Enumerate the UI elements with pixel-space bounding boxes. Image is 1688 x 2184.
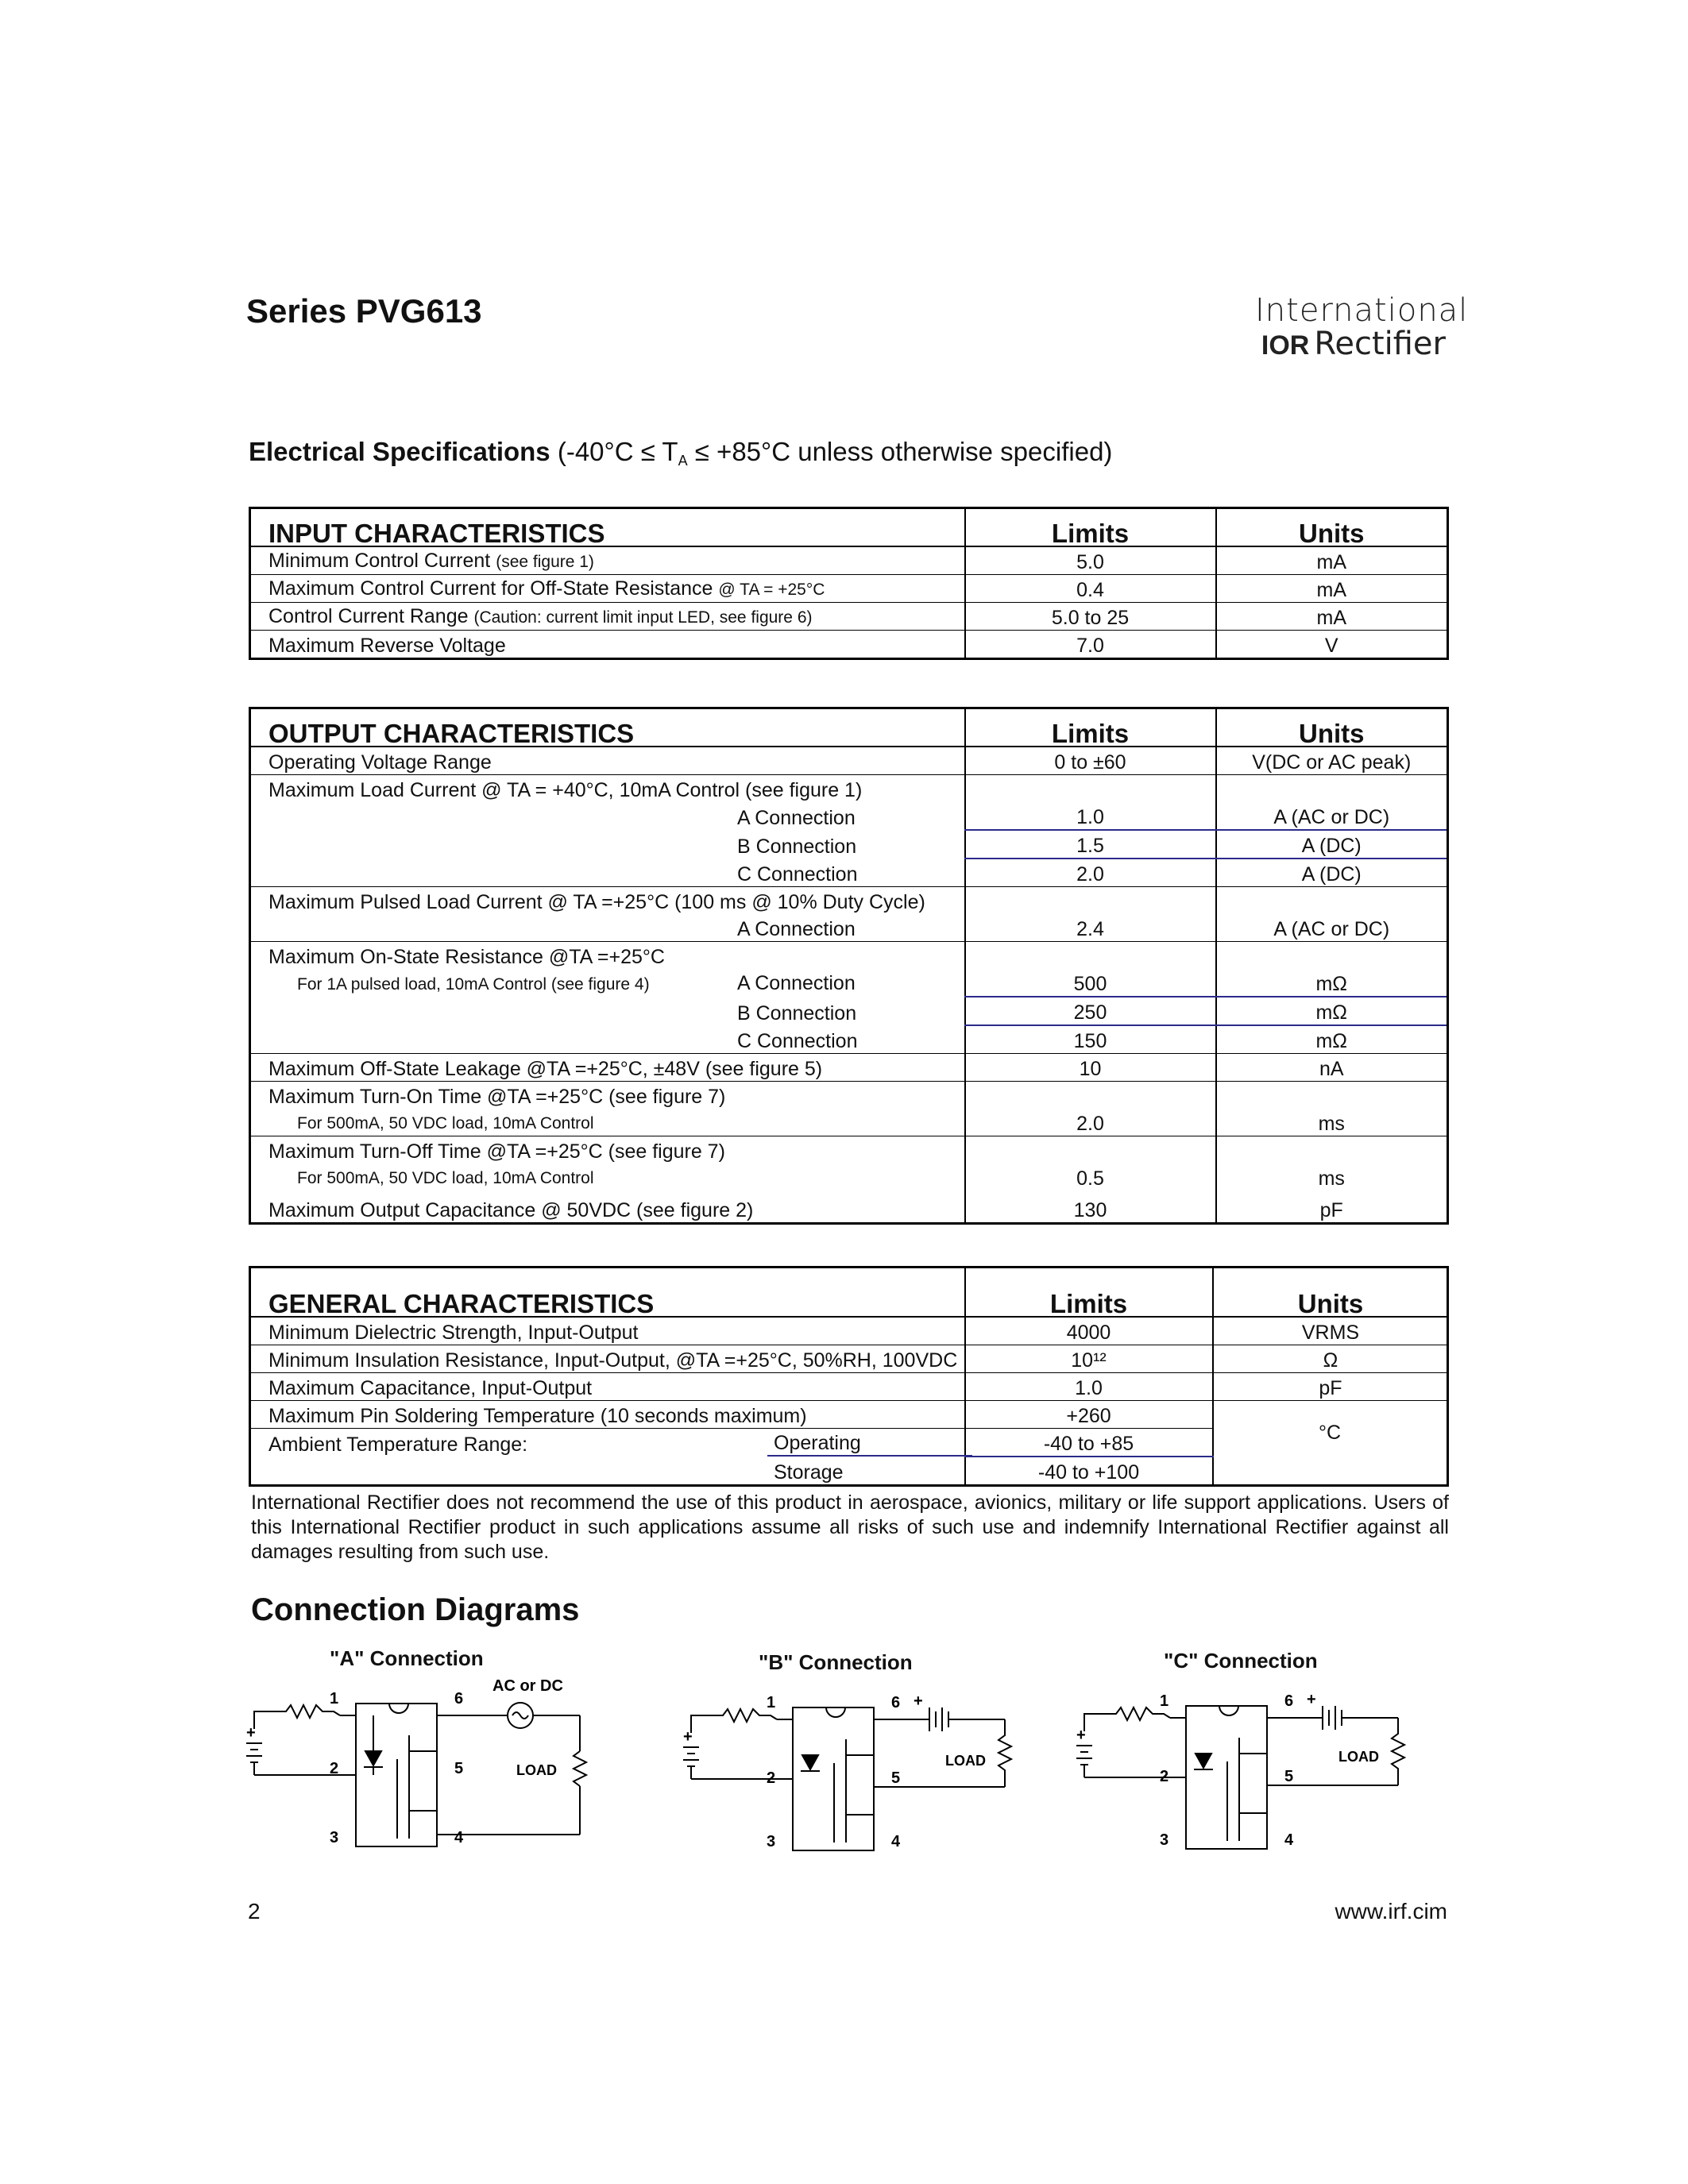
table-header [250,1268,1448,1318]
elec-title: Electrical Specifications [249,437,550,466]
unit-cell: nA [1216,1054,1448,1082]
connection-diagram-b [683,1684,1025,1866]
table-row [250,1373,1448,1401]
unit-cell: mΩ [1216,997,1448,1025]
unit-cell: pF [1319,1199,1343,1221]
operating-label: Operating [767,1431,972,1457]
param-cell [250,1429,965,1457]
table-row [250,830,1448,859]
pin-label: 1 [767,1694,776,1711]
param-cell: Maximum Pulsed Load Current @ TA =+25°C (100 ms @ 10% Duty Cycle) [268,891,925,913]
limit-cell: 2.4 [965,914,1216,942]
unit-cell: mA [1216,603,1448,631]
pin-label: 6 [454,1690,464,1707]
load-resistor-icon [1392,1718,1404,1785]
limit-cell: 10¹² [965,1345,1213,1373]
param-cell: Maximum Output Capacitance @ 50VDC (see figure 2) [268,1199,754,1221]
limit-cell: 500 [965,969,1216,997]
general-characteristics-table [249,1266,1449,1487]
limit-cell: -40 to +100 [965,1457,1213,1486]
pin-label: 1 [1160,1692,1169,1710]
unit-cell: V [1324,635,1338,657]
param-cell: Minimum Insulation Resistance, Input-Output, @TA =+25°C, 50%RH, 100VDC [250,1345,965,1373]
limit-cell: 10 [965,1054,1216,1082]
table-row [250,1109,1448,1136]
conn-cell [250,914,965,942]
diagram-c-label: "C" Connection [1164,1649,1318,1673]
param-note: For 500mA, 50 VDC load, 10mA Control [297,1114,594,1133]
brand-line2 [1255,326,1446,362]
param-cell [250,631,965,659]
pin-label: 6 [891,1694,901,1711]
conn-cell [250,997,965,1025]
param-text: Control Current Range [268,605,469,627]
limit-cell: 7.0 [965,631,1216,659]
table-row [250,914,1448,942]
param-note: (see figure 1) [496,553,594,571]
limit-cell [965,775,1216,803]
pin-label: 2 [330,1760,339,1777]
conn-cell [250,1025,965,1054]
param-cell: Maximum Turn-On Time @TA =+25°C (see figure 7) [268,1086,726,1108]
load-resistor-icon [999,1719,1011,1787]
table-row [250,1317,1448,1345]
unit-cell: A (AC or DC) [1216,914,1448,942]
unit-cell: mA [1216,546,1448,575]
param-cell: Maximum Turn-Off Time @TA =+25°C (see figure 7) [268,1140,725,1163]
limits-header: Limits [965,1268,1213,1318]
param-cell [250,546,965,575]
ior-logo: IOR [1261,330,1310,361]
diagram-b-label: "B" Connection [759,1650,913,1674]
unit-cell: pF [1213,1373,1448,1401]
unit-cell [1216,775,1448,803]
table-row [250,631,1448,659]
param-cell [250,575,965,603]
param-cell: Operating Voltage Range [250,747,965,775]
elec-condition: (-40°C ≤ T [557,437,678,466]
unit-cell: V(DC or AC peak) [1216,747,1448,775]
conn-cell [250,969,965,997]
units-header: Units [1213,1268,1448,1318]
led-icon [1196,1754,1211,1768]
param-cell: Maximum On-State Resistance @TA =+25°C [268,946,665,968]
plus-sign: + [1076,1727,1086,1744]
load-label: LOAD [1338,1749,1379,1765]
unit-cell: Ω [1213,1345,1448,1373]
limit-cell: 130 [965,1190,1216,1224]
conn-cell [250,802,965,830]
plus-sign: + [914,1692,923,1710]
param-cell: Maximum Load Current @ TA = +40°C, 10mA Control (see figure 1) [268,779,863,801]
load-label: LOAD [516,1762,557,1778]
load-resistor-icon [574,1751,586,1786]
chip-notch [389,1704,408,1713]
ambient-label: Ambient Temperature Range: [268,1433,528,1456]
limit-cell [965,1136,1216,1164]
table-row [250,603,1448,631]
table-header [250,508,1448,547]
param-note: (Caution: current limit input LED, see figure 6) [473,608,813,627]
param-note: @ TA = +25°C [718,581,825,599]
limit-cell: 1.0 [965,802,1216,830]
limit-cell: 0.4 [965,575,1216,603]
connection-diagram-c [1076,1682,1418,1865]
storage-label: Storage [774,1461,844,1484]
param-text: Maximum Reverse Voltage [268,635,506,657]
diagram-a-label: "A" Connection [330,1646,484,1670]
led-icon [365,1751,381,1765]
table-row [250,747,1448,775]
unit-cell: mΩ [1216,969,1448,997]
limit-cell [965,887,1216,915]
conn-label: B Connection [737,835,857,858]
note-cell [250,1163,965,1190]
table-header [250,708,1448,747]
limit-cell: 1.0 [965,1373,1213,1401]
param-note: For 1A pulsed load, 10mA Control (see figure 4) [297,975,650,994]
param-cell: Minimum Dielectric Strength, Input-Output [250,1317,965,1345]
unit-cell: A (AC or DC) [1216,802,1448,830]
param-cell: Maximum Off-State Leakage @TA =+25°C, ±48V (see figure 5) [250,1054,965,1082]
limit-cell [965,942,1216,970]
pin-label: 2 [767,1769,776,1787]
electrical-specs-heading [249,437,1112,469]
connection-diagrams-title: Connection Diagrams [251,1592,580,1627]
units-header: Units [1216,508,1448,547]
table-row [250,1163,1448,1190]
pin-label: 6 [1284,1692,1294,1710]
units-header: Units [1216,708,1448,747]
pin-label: 4 [1284,1831,1294,1849]
limit-cell: 150 [965,1025,1216,1054]
param-text: Maximum Control Current for Off-State Resistance [268,577,713,600]
website-link[interactable]: www.irf.cim [1335,1899,1447,1924]
unit-cell [1216,1082,1448,1109]
table-row [250,802,1448,830]
table-row [250,942,1448,970]
conn-label: C Connection [737,1030,858,1052]
pin-label: 5 [891,1769,901,1787]
table-row [250,1345,1448,1373]
output-title: OUTPUT CHARACTERISTICS [250,708,965,747]
limit-cell [965,1082,1216,1109]
table-row [250,775,1448,803]
input-characteristics-table [249,507,1449,660]
unit-cell: ms [1318,1167,1345,1190]
param-cell: Maximum Capacitance, Input-Output [250,1373,965,1401]
table-row [250,1054,1448,1082]
conn-cell [250,830,965,859]
connection-diagram-a [246,1680,596,1862]
plus-sign: + [1307,1691,1316,1708]
unit-cell: VRMS [1213,1317,1448,1345]
table-row [250,969,1448,997]
load-label: LOAD [945,1753,986,1769]
pin-label: 2 [1160,1768,1169,1785]
conn-label: A Connection [737,807,856,829]
limit-cell: 1.5 [965,830,1216,859]
plus-sign: + [246,1724,256,1742]
unit-cell [1216,942,1448,970]
param-note: For 500mA, 50 VDC load, 10mA Control [297,1169,594,1187]
disclaimer-text: International Rectifier does not recommend the use of this product in aerospace, avionics, military or life support applications. Users of this International Rectifier product in such applications assume all risks of such use and indemnify International Rectifier against all damages resulting from such use. [251,1491,1449,1563]
limit-cell: 4000 [965,1317,1213,1345]
unit-cell [1216,887,1448,915]
table-row [250,575,1448,603]
limit-cell: 2.0 [965,1109,1216,1136]
table-row [250,997,1448,1025]
brand-line1: International [1255,292,1469,329]
pin-label: 3 [330,1829,339,1846]
limit-cell: -40 to +85 [965,1429,1213,1457]
pin-label: 4 [454,1829,464,1846]
unit-cell: mΩ [1216,1025,1448,1054]
limit-cell: 0 to ±60 [965,747,1216,775]
unit-cell [1216,1136,1448,1164]
limit-cell: 0.5 [965,1163,1216,1190]
output-characteristics-table [249,707,1449,1225]
conn-cell [250,859,965,887]
unit-cell: ms [1216,1109,1448,1136]
table-row [250,1136,1448,1164]
note-cell [250,1109,965,1136]
limit-cell: 2.0 [965,859,1216,887]
input-title: INPUT CHARACTERISTICS [250,508,965,547]
led-icon [802,1755,818,1769]
pin-label: 5 [454,1760,464,1777]
general-title: GENERAL CHARACTERISTICS [250,1268,965,1318]
pin-label: 4 [891,1833,901,1850]
conn-label: A Connection [737,972,856,994]
table-row [250,859,1448,887]
ambient-unit: °C [1318,1422,1342,1444]
conn-label: B Connection [737,1002,857,1024]
param-cell [250,603,965,631]
table-row [250,887,1448,915]
unit-cell: mA [1216,575,1448,603]
conn-label: C Connection [737,863,858,886]
plus-sign: + [683,1728,693,1746]
limit-cell: 5.0 [965,546,1216,575]
param-cell [250,1457,965,1486]
pin-label: 3 [767,1833,776,1850]
table-row [250,546,1448,575]
elec-condition-end: ≤ +85°C unless otherwise specified) [687,437,1113,466]
table-row [250,1190,1448,1224]
limit-cell: 5.0 to 25 [965,603,1216,631]
param-cell: Maximum Pin Soldering Temperature (10 seconds maximum) [250,1401,965,1429]
param-text: Minimum Control Current [268,550,491,572]
limit-cell: 250 [965,997,1216,1025]
pin-label: 5 [1284,1768,1294,1785]
unit-cell: A (DC) [1216,830,1448,859]
pin-label: 1 [330,1690,339,1707]
limits-header: Limits [965,508,1216,547]
limits-header: Limits [965,708,1216,747]
unit-cell: A (DC) [1216,859,1448,887]
brand-rectifier: Rectifier [1314,326,1446,362]
table-row [250,1025,1448,1054]
page-number: 2 [248,1899,261,1924]
elec-condition-sub: A [678,453,688,469]
pin-label: 3 [1160,1831,1169,1849]
brand-logo [1255,292,1469,362]
source-label: AC or DC [492,1680,563,1695]
conn-label: A Connection [737,918,856,940]
page-title: Series PVG613 [246,292,482,330]
resistor-symbol [254,1705,340,1729]
table-row [250,1082,1448,1109]
limit-cell: +260 [965,1401,1213,1429]
